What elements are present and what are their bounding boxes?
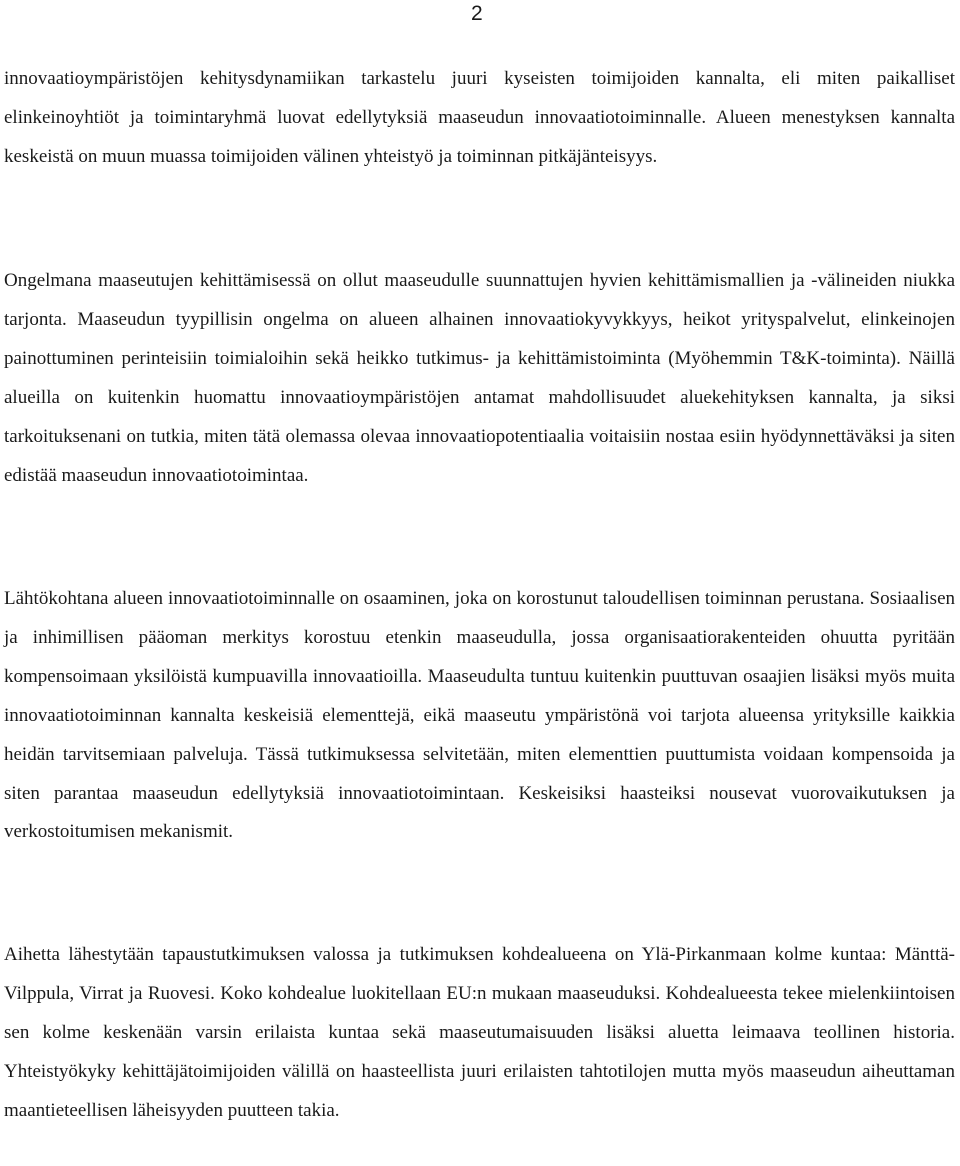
- paragraph-starting-point: Lähtökohtana alueen innovaatiotoiminnalle on osaaminen, joka on korostunut taloudellisen toiminnan perustana. Sosiaalisen ja inhimillisen pääoman merkitys korostuu etenkin maaseudulla, jossa organisaatiorakenteiden ohuutta pyritään kompensoimaan yksilöistä kumpuavilla innovaatioilla. Maaseudulta tuntuu kuitenkin puuttuvan osaajien lisäksi myös muita innovaatiotoiminnan kannalta keskeisiä elementtejä, eikä maaseutu ympäristönä voi tarjota alueensa yrityksille kaikkia heidän tarvitsemiaan palveluja. Tässä tutkimuksessa selvitetään, miten elementtien puuttumista voidaan kompensoida ja siten parantaa maaseudun edellytyksiä innovaatiotoimintaan. Keskeisiksi haasteiksi nousevat vuorovaikutuksen ja verkostoitumisen mekanismit.: [4, 588, 955, 843]
- paragraph-case-study: Aihetta lähestytään tapaustutkimuksen valossa ja tutkimuksen kohdealueena on Ylä-Pirkanmaan kolme kuntaa: Mänttä-Vilppula, Virrat ja Ruovesi. Koko kohdealue luokitellaan EU:n mukaan maaseuduksi. Kohdealueesta tekee mielenkiintoisen sen kolme keskenään varsin erilaista kuntaa sekä maaseutumaisuuden lisäksi aluetta leimaava teollinen historia. Yhteistyökyky kehittäjätoimijoiden välillä on haasteellista juuri erilaisten tahtotilojen mutta myös maaseudun aiheuttaman maantieteellisen läheisyyden puutteen takia.: [4, 944, 955, 1121]
- page-number: 2: [471, 2, 483, 25]
- paragraph-problem-statement: Ongelmana maaseutujen kehittämisessä on ollut maaseudulle suunnattujen hyvien kehittämismallien ja -välineiden niukka tarjonta. Maaseudun tyypillisin ongelma on alueen alhainen innovaatiokyvykkyys, heikot yrityspalvelut, elinkeinojen painottuminen perinteisiin toimialoihin sekä heikko tutkimus- ja kehittämistoiminta (Myöhemmin T&K-toiminta). Näillä alueilla on kuitenkin huomattu innovaatioympäristöjen antamat mahdollisuudet aluekehityksen kannalta, ja siksi tarkoituksenani on tutkia, miten tätä olemassa olevaa innovaatiopotentiaalia voitaisiin nostaa esiin hyödynnettäväksi ja siten edistää maaseudun innovaatiotoimintaa.: [4, 270, 955, 486]
- paragraph-intro-continuation: innovaatioympäristöjen kehitysdynamiikan tarkastelu juuri kyseisten toimijoiden kannalta, eli miten paikalliset elinkeinoyhtiöt ja toimintaryhmä luovat edellytyksiä maaseudun innovaatiotoiminnalle. Alueen menestyksen kannalta keskeistä on muun muassa toimijoiden välinen yhteistyö ja toiminnan pitkäjänteisyys.: [4, 68, 955, 167]
